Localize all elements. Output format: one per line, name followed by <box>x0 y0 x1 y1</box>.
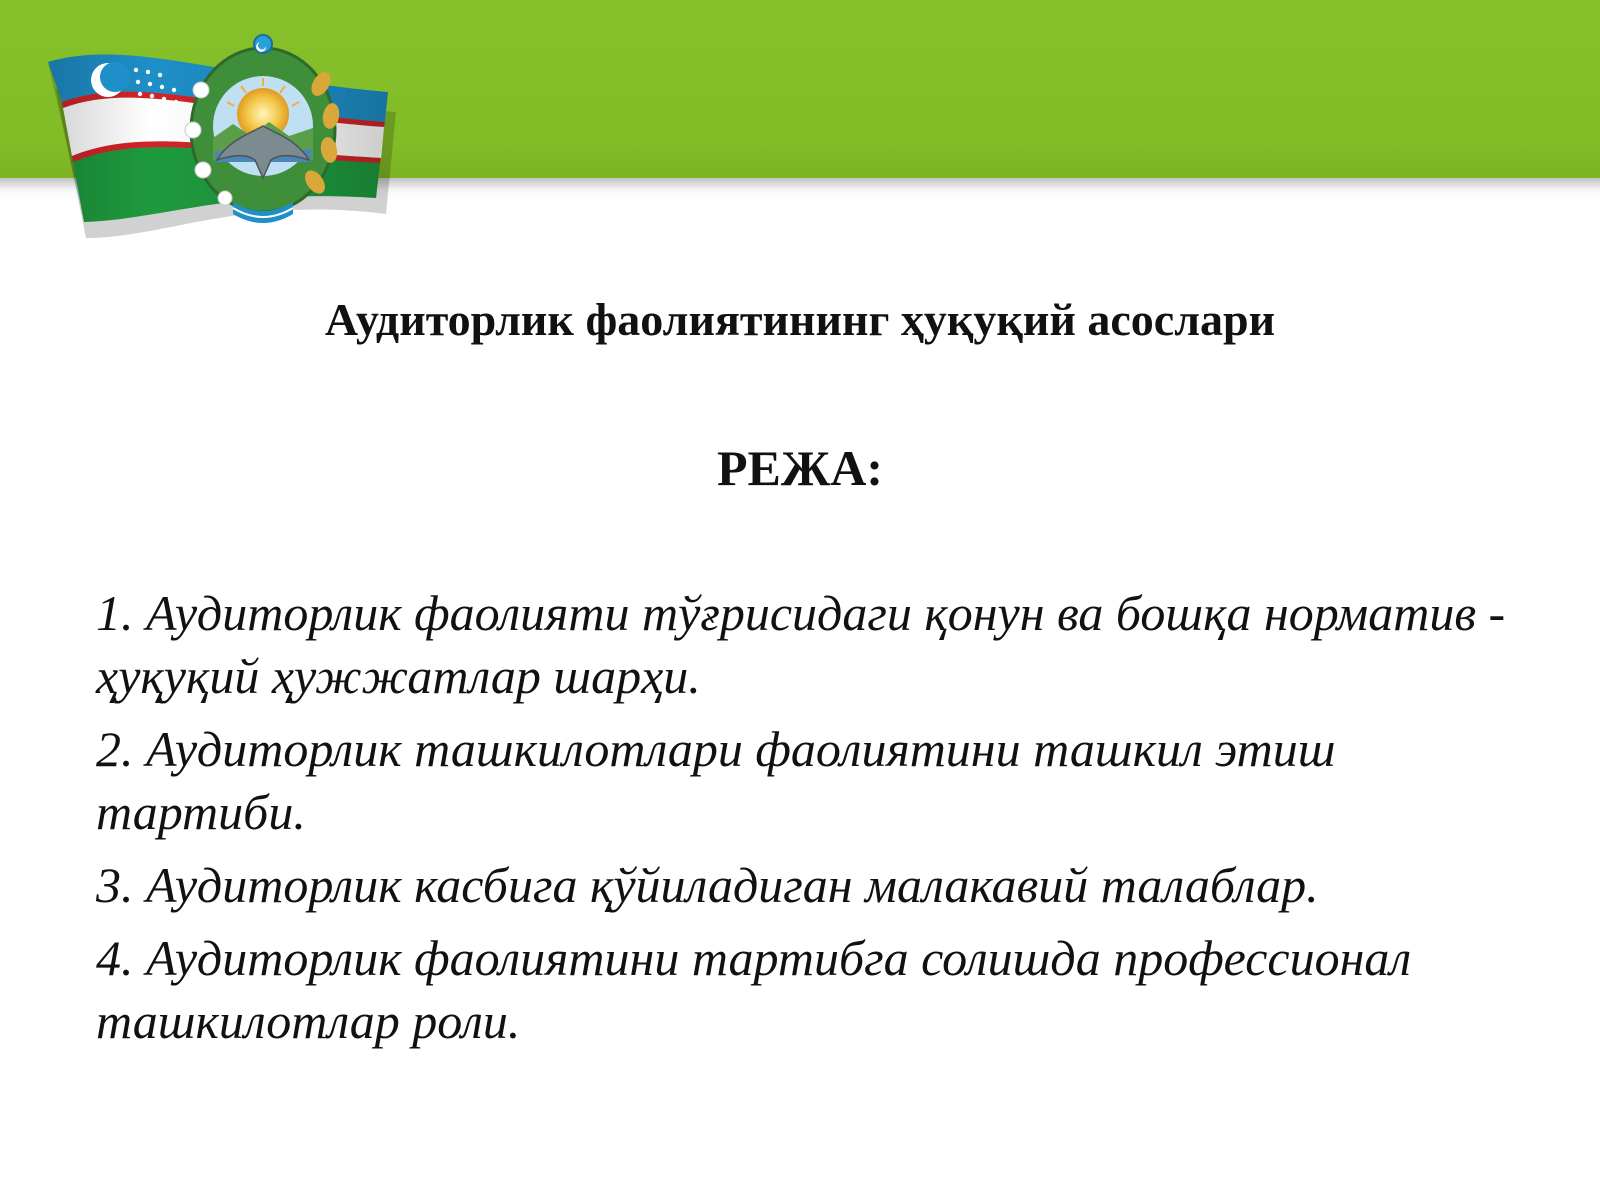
plan-heading: РЕЖА: <box>716 440 884 496</box>
plan-item: 1. Аудиторлик фаолияти тўғрисидаги қонун ва бошқа норматив - ҳуқуқий ҳужжатлар шарҳи. <box>96 585 1506 704</box>
uzbekistan-flag-and-state-emblem-icon <box>38 30 408 240</box>
plan-item: 4. Аудиторлик фаолиятини тартибга солишда профессионал ташкилотлар роли. <box>96 930 1412 1049</box>
plan-item: 3. Аудиторлик касбига қўйиладиган малакавий талаблар. <box>96 857 1319 913</box>
slide-title: Аудиторлик фаолиятининг ҳуқуқий асослари <box>324 294 1276 345</box>
plan-item: 2. Аудиторлик ташкилотлари фаолиятини ташкил этиш тартиби. <box>96 721 1336 840</box>
plan-list <box>96 582 1536 1063</box>
